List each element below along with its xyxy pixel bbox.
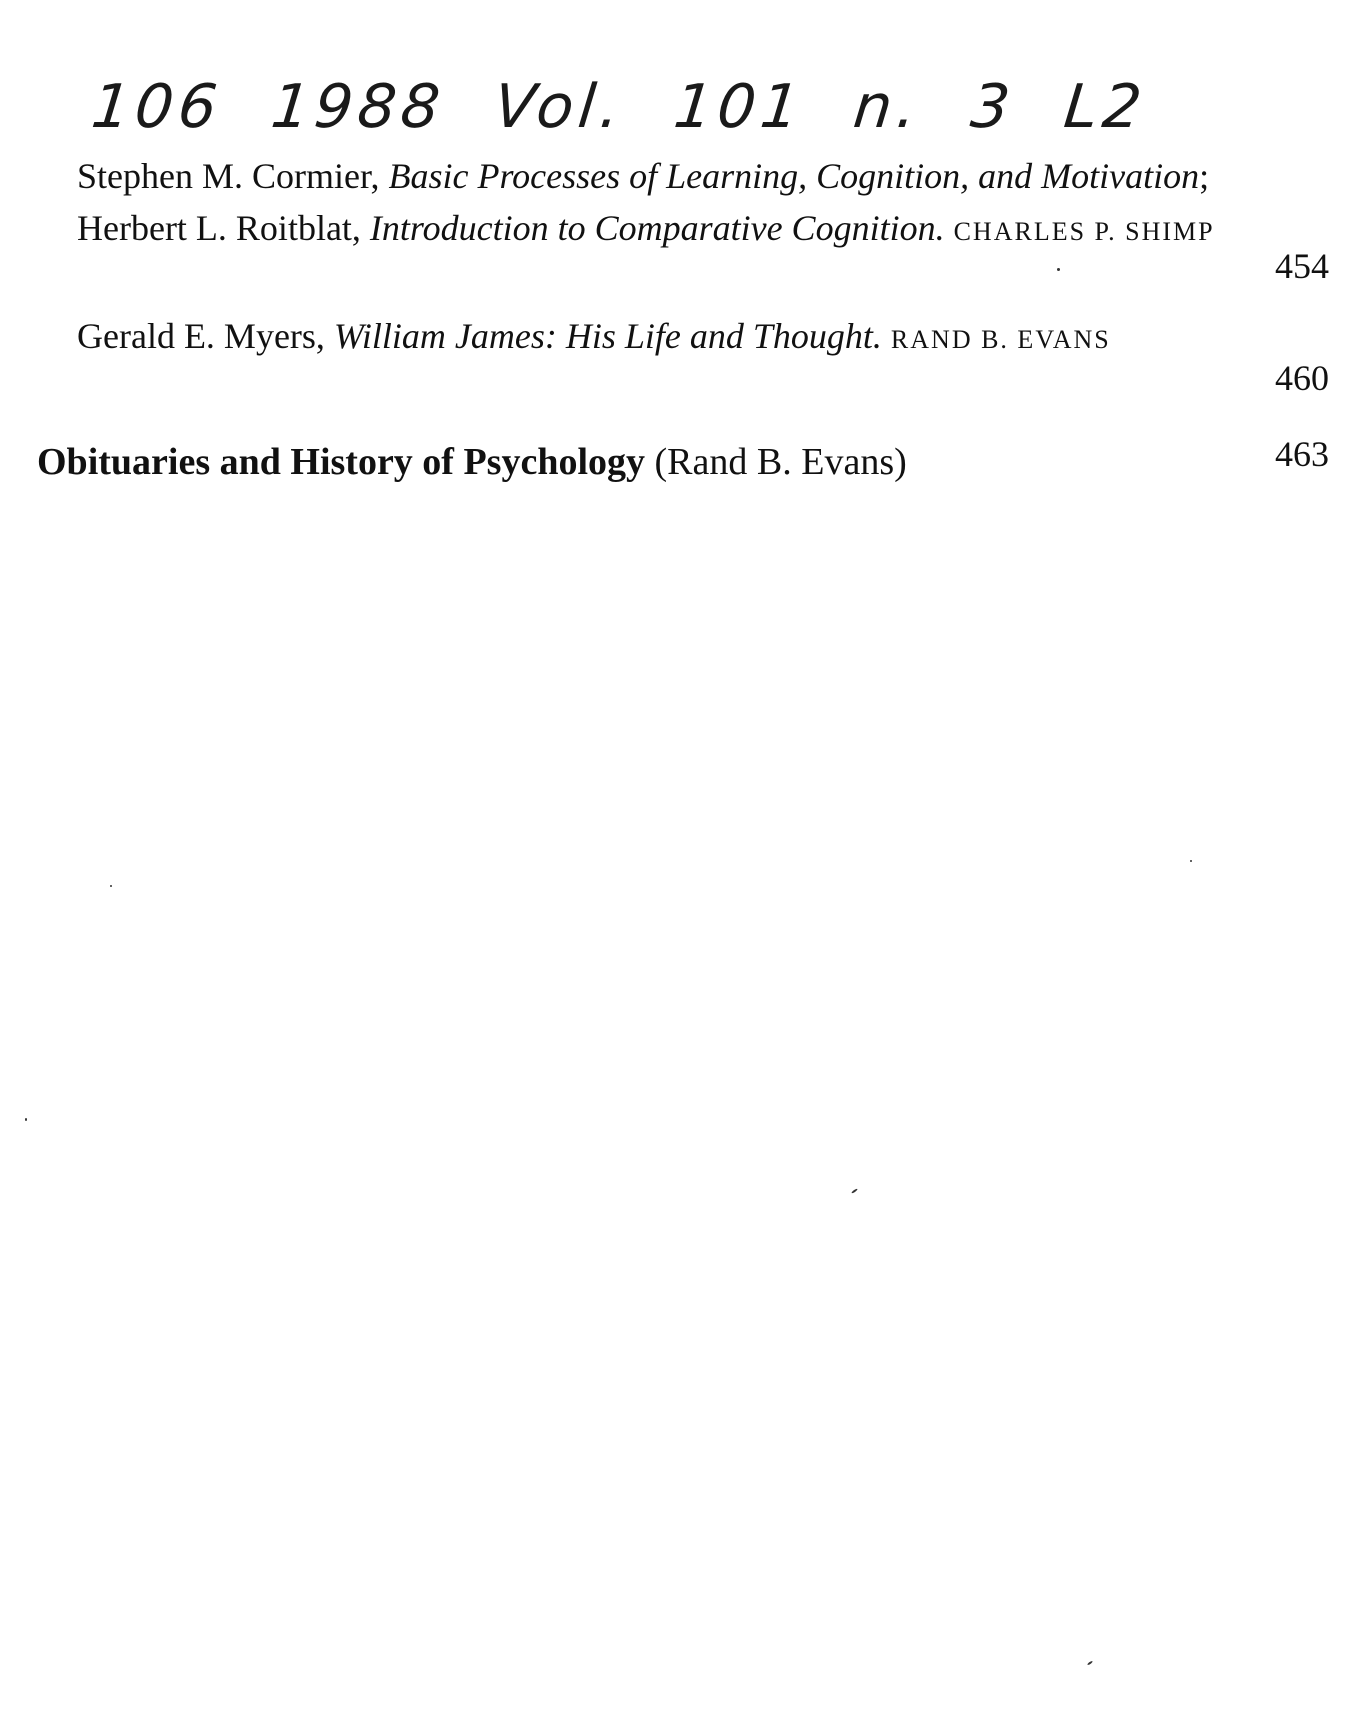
section-editor: (Rand B. Evans) xyxy=(654,441,907,483)
entry-book-title: William James: His Life and Thought. xyxy=(333,316,882,356)
scan-speck xyxy=(110,885,112,887)
toc-entry-myers xyxy=(77,310,1232,366)
entry-author: Stephen M. Cormier, xyxy=(77,156,389,196)
handwritten-annotation: 106 1988 Vol. 101 n. 3 L2 xyxy=(88,72,1150,142)
scan-speck xyxy=(1087,1660,1093,1665)
toc-entry-cormier-roitblat xyxy=(77,150,1232,258)
scan-speck xyxy=(1057,268,1060,271)
section-title: Obituaries and History of Psychology xyxy=(37,441,646,483)
section-heading xyxy=(37,437,907,487)
scan-speck xyxy=(851,1188,858,1194)
entry-book-title: Introduction to Comparative Cognition. xyxy=(369,208,945,248)
entry-separator: ; xyxy=(1199,156,1210,196)
page-number: 463 xyxy=(1275,434,1329,474)
page-number: 454 xyxy=(1275,246,1329,286)
entry-reviewer: CHARLES P. SHIMP xyxy=(953,217,1215,246)
scan-speck xyxy=(1190,860,1192,862)
entry-reviewer: RAND B. EVANS xyxy=(890,325,1111,354)
page-number: 460 xyxy=(1275,358,1329,398)
scan-speck xyxy=(25,1118,27,1121)
entry-book-title: Basic Processes of Learning, Cognition, and Motivation xyxy=(388,156,1200,196)
entry-author: Herbert L. Roitblat, xyxy=(77,208,370,248)
entry-author: Gerald E. Myers, xyxy=(77,316,334,356)
